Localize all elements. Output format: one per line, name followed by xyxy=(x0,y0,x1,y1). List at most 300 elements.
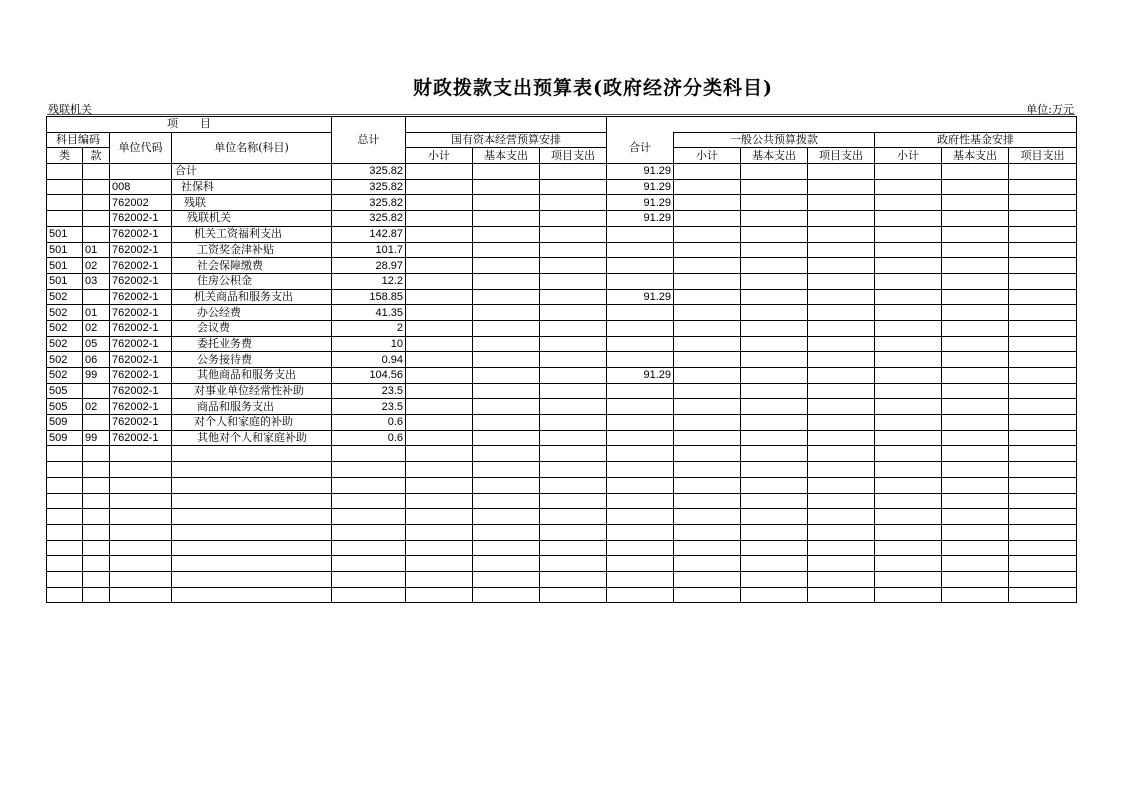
header-general-project: 项目支出 xyxy=(808,148,875,164)
empty-cell xyxy=(47,446,83,462)
state-xiaoji-cell xyxy=(406,211,473,227)
fund-xiaoji-cell xyxy=(875,383,942,399)
fund-xiaoji-cell xyxy=(875,258,942,274)
empty-cell xyxy=(875,524,942,540)
state-project-cell xyxy=(540,258,607,274)
empty-cell xyxy=(172,571,332,587)
total-cell: 41.35 xyxy=(332,305,406,321)
total-cell: 325.82 xyxy=(332,195,406,211)
general-project-cell xyxy=(808,179,875,195)
state-project-cell xyxy=(540,179,607,195)
empty-cell xyxy=(808,446,875,462)
subtotal-cell xyxy=(607,226,674,242)
empty-cell xyxy=(172,587,332,603)
empty-cell xyxy=(332,524,406,540)
general-xiaoji-cell xyxy=(674,289,741,305)
total-cell: 10 xyxy=(332,336,406,352)
total-cell: 23.5 xyxy=(332,399,406,415)
empty-cell xyxy=(83,446,110,462)
class-cell xyxy=(47,211,83,227)
unit-name-cell: 合计 xyxy=(172,164,332,180)
empty-cell xyxy=(942,556,1009,572)
empty-cell xyxy=(674,509,741,525)
table-row xyxy=(47,336,1077,352)
class-cell xyxy=(47,164,83,180)
empty-cell xyxy=(406,493,473,509)
unit-code-cell: 762002-1 xyxy=(110,289,172,305)
empty-cell xyxy=(674,571,741,587)
state-project-cell xyxy=(540,336,607,352)
general-basic-cell xyxy=(741,415,808,431)
empty-cell xyxy=(110,540,172,556)
class-cell: 502 xyxy=(47,320,83,336)
subtotal-cell xyxy=(607,320,674,336)
general-xiaoji-cell xyxy=(674,211,741,227)
empty-cell xyxy=(808,540,875,556)
empty-cell xyxy=(942,462,1009,478)
fund-project-cell xyxy=(1009,336,1077,352)
fund-xiaoji-cell xyxy=(875,399,942,415)
state-project-cell xyxy=(540,430,607,446)
empty-cell xyxy=(47,477,83,493)
empty-cell xyxy=(607,493,674,509)
empty-cell xyxy=(674,524,741,540)
table-row xyxy=(47,320,1077,336)
empty-cell xyxy=(172,493,332,509)
class-cell xyxy=(47,179,83,195)
state-xiaoji-cell xyxy=(406,415,473,431)
total-cell: 325.82 xyxy=(332,164,406,180)
empty-cell xyxy=(875,446,942,462)
class-cell: 502 xyxy=(47,336,83,352)
header-general-xiaoji: 小计 xyxy=(674,148,741,164)
subtotal-cell: 91.29 xyxy=(607,179,674,195)
unit-code-cell: 762002-1 xyxy=(110,226,172,242)
empty-cell xyxy=(1009,446,1077,462)
subtotal-cell xyxy=(607,258,674,274)
subtotal-cell: 91.29 xyxy=(607,211,674,227)
class-cell: 502 xyxy=(47,305,83,321)
empty-cell xyxy=(110,587,172,603)
section-cell: 03 xyxy=(83,273,110,289)
empty-cell xyxy=(741,446,808,462)
empty-cell xyxy=(674,540,741,556)
unit-code-cell: 762002-1 xyxy=(110,430,172,446)
subtotal-cell: 91.29 xyxy=(607,195,674,211)
fund-basic-cell xyxy=(942,368,1009,384)
empty-cell xyxy=(406,571,473,587)
fund-basic-cell xyxy=(942,415,1009,431)
empty-row xyxy=(47,462,1077,478)
general-project-cell xyxy=(808,289,875,305)
state-xiaoji-cell xyxy=(406,273,473,289)
empty-cell xyxy=(332,462,406,478)
header-unit-name: 单位名称(科目) xyxy=(172,132,332,163)
empty-cell xyxy=(741,493,808,509)
unit-code-cell: 762002-1 xyxy=(110,242,172,258)
fund-project-cell xyxy=(1009,179,1077,195)
state-basic-cell xyxy=(473,258,540,274)
empty-cell xyxy=(110,493,172,509)
unit-name-cell: 其他对个人和家庭补助 xyxy=(172,430,332,446)
state-basic-cell xyxy=(473,289,540,305)
empty-cell xyxy=(1009,571,1077,587)
state-basic-cell xyxy=(473,242,540,258)
empty-cell xyxy=(540,587,607,603)
fund-project-cell xyxy=(1009,195,1077,211)
general-basic-cell xyxy=(741,179,808,195)
general-basic-cell xyxy=(741,273,808,289)
unit-code-cell: 762002-1 xyxy=(110,258,172,274)
class-cell: 501 xyxy=(47,242,83,258)
page-title: 财政拨款支出预算表(政府经济分类科目) xyxy=(413,77,773,99)
unit-name-cell: 商品和服务支出 xyxy=(172,399,332,415)
fund-basic-cell xyxy=(942,430,1009,446)
fund-basic-cell xyxy=(942,242,1009,258)
empty-cell xyxy=(332,477,406,493)
header-state-xiaoji: 小计 xyxy=(406,148,473,164)
general-basic-cell xyxy=(741,195,808,211)
header-general-basic: 基本支出 xyxy=(741,148,808,164)
general-xiaoji-cell xyxy=(674,226,741,242)
empty-cell xyxy=(473,524,540,540)
empty-cell xyxy=(607,540,674,556)
empty-cell xyxy=(110,446,172,462)
state-basic-cell xyxy=(473,179,540,195)
state-project-cell xyxy=(540,195,607,211)
section-cell xyxy=(83,289,110,305)
empty-cell xyxy=(47,524,83,540)
unit-code-cell: 762002-1 xyxy=(110,383,172,399)
total-cell: 325.82 xyxy=(332,179,406,195)
fund-xiaoji-cell xyxy=(875,273,942,289)
state-xiaoji-cell xyxy=(406,399,473,415)
total-cell: 2 xyxy=(332,320,406,336)
fund-xiaoji-cell xyxy=(875,336,942,352)
state-basic-cell xyxy=(473,430,540,446)
state-project-cell xyxy=(540,164,607,180)
state-project-cell xyxy=(540,211,607,227)
empty-cell xyxy=(406,446,473,462)
state-project-cell xyxy=(540,273,607,289)
empty-cell xyxy=(1009,524,1077,540)
general-basic-cell xyxy=(741,289,808,305)
table-row xyxy=(47,226,1077,242)
empty-cell xyxy=(741,524,808,540)
empty-cell xyxy=(875,493,942,509)
unit-code-cell xyxy=(110,164,172,180)
general-basic-cell xyxy=(741,164,808,180)
class-cell: 502 xyxy=(47,289,83,305)
general-xiaoji-cell xyxy=(674,258,741,274)
header-state-capital: 国有资本经营预算安排 xyxy=(406,132,607,148)
empty-cell xyxy=(332,509,406,525)
empty-cell xyxy=(741,556,808,572)
empty-cell xyxy=(607,446,674,462)
general-project-cell xyxy=(808,430,875,446)
state-basic-cell xyxy=(473,195,540,211)
class-cell: 501 xyxy=(47,226,83,242)
empty-cell xyxy=(332,587,406,603)
empty-cell xyxy=(47,540,83,556)
class-cell: 501 xyxy=(47,258,83,274)
empty-cell xyxy=(540,477,607,493)
fund-project-cell xyxy=(1009,415,1077,431)
empty-cell xyxy=(607,477,674,493)
subtotal-cell xyxy=(607,415,674,431)
total-cell: 28.97 xyxy=(332,258,406,274)
empty-cell xyxy=(741,540,808,556)
section-cell: 02 xyxy=(83,399,110,415)
header-subtotal: 合计 xyxy=(607,132,674,163)
fund-project-cell xyxy=(1009,399,1077,415)
total-cell: 23.5 xyxy=(332,383,406,399)
empty-row xyxy=(47,540,1077,556)
empty-cell xyxy=(741,462,808,478)
fund-project-cell xyxy=(1009,258,1077,274)
header-general-public: 一般公共预算拨款 xyxy=(674,132,875,148)
state-project-cell xyxy=(540,289,607,305)
general-xiaoji-cell xyxy=(674,179,741,195)
header-section: 款 xyxy=(83,148,110,164)
fund-project-cell xyxy=(1009,320,1077,336)
unit-code-cell: 762002-1 xyxy=(110,352,172,368)
section-cell xyxy=(83,164,110,180)
empty-cell xyxy=(172,540,332,556)
section-cell xyxy=(83,195,110,211)
table-row xyxy=(47,242,1077,258)
empty-row xyxy=(47,446,1077,462)
subtotal-cell xyxy=(607,352,674,368)
empty-cell xyxy=(540,556,607,572)
general-basic-cell xyxy=(741,430,808,446)
empty-cell xyxy=(473,571,540,587)
empty-cell xyxy=(540,493,607,509)
fund-xiaoji-cell xyxy=(875,195,942,211)
empty-cell xyxy=(172,446,332,462)
unit-code-cell: 762002-1 xyxy=(110,211,172,227)
general-xiaoji-cell xyxy=(674,164,741,180)
empty-cell xyxy=(808,556,875,572)
general-project-cell xyxy=(808,226,875,242)
empty-cell xyxy=(741,571,808,587)
empty-cell xyxy=(540,524,607,540)
state-basic-cell xyxy=(473,399,540,415)
empty-cell xyxy=(332,556,406,572)
empty-cell xyxy=(172,477,332,493)
empty-cell xyxy=(332,571,406,587)
header-row-2 xyxy=(47,132,1077,148)
state-xiaoji-cell xyxy=(406,179,473,195)
empty-cell xyxy=(942,477,1009,493)
general-basic-cell xyxy=(741,399,808,415)
section-cell: 99 xyxy=(83,368,110,384)
empty-cell xyxy=(741,477,808,493)
general-project-cell xyxy=(808,305,875,321)
fund-xiaoji-cell xyxy=(875,368,942,384)
header-state-basic: 基本支出 xyxy=(473,148,540,164)
section-cell xyxy=(83,226,110,242)
state-xiaoji-cell xyxy=(406,320,473,336)
fund-xiaoji-cell xyxy=(875,242,942,258)
empty-cell xyxy=(47,509,83,525)
fund-xiaoji-cell xyxy=(875,430,942,446)
unit-code-cell: 008 xyxy=(110,179,172,195)
general-basic-cell xyxy=(741,242,808,258)
empty-cell xyxy=(674,587,741,603)
general-xiaoji-cell xyxy=(674,415,741,431)
empty-cell xyxy=(47,493,83,509)
empty-cell xyxy=(607,571,674,587)
empty-cell xyxy=(741,509,808,525)
fund-project-cell xyxy=(1009,226,1077,242)
total-cell: 0.6 xyxy=(332,415,406,431)
state-basic-cell xyxy=(473,273,540,289)
state-project-cell xyxy=(540,320,607,336)
empty-cell xyxy=(942,540,1009,556)
empty-cell xyxy=(332,493,406,509)
section-cell: 06 xyxy=(83,352,110,368)
state-project-cell xyxy=(540,383,607,399)
subtotal-cell xyxy=(607,336,674,352)
total-cell: 0.6 xyxy=(332,430,406,446)
general-project-cell xyxy=(808,242,875,258)
section-cell: 05 xyxy=(83,336,110,352)
state-xiaoji-cell xyxy=(406,383,473,399)
empty-cell xyxy=(607,509,674,525)
fund-basic-cell xyxy=(942,383,1009,399)
state-basic-cell xyxy=(473,226,540,242)
unit-name-cell: 委托业务费 xyxy=(172,336,332,352)
empty-cell xyxy=(875,540,942,556)
class-cell: 505 xyxy=(47,383,83,399)
empty-row xyxy=(47,477,1077,493)
empty-cell xyxy=(1009,556,1077,572)
state-xiaoji-cell xyxy=(406,164,473,180)
empty-cell xyxy=(172,509,332,525)
fund-xiaoji-cell xyxy=(875,226,942,242)
empty-cell xyxy=(406,540,473,556)
general-xiaoji-cell xyxy=(674,368,741,384)
header-project: 项 目 xyxy=(47,117,332,133)
empty-cell xyxy=(83,493,110,509)
unit-name-cell: 公务接待费 xyxy=(172,352,332,368)
empty-cell xyxy=(607,556,674,572)
empty-row xyxy=(47,556,1077,572)
table-row xyxy=(47,258,1077,274)
table-row xyxy=(47,368,1077,384)
section-cell xyxy=(83,383,110,399)
fund-basic-cell xyxy=(942,164,1009,180)
header-row-1 xyxy=(47,117,1077,133)
table-row xyxy=(47,383,1077,399)
empty-cell xyxy=(110,509,172,525)
empty-row xyxy=(47,587,1077,603)
state-basic-cell xyxy=(473,415,540,431)
general-xiaoji-cell xyxy=(674,383,741,399)
empty-cell xyxy=(674,462,741,478)
empty-cell xyxy=(1009,587,1077,603)
unit-name-cell: 机关商品和服务支出 xyxy=(172,289,332,305)
empty-cell xyxy=(875,571,942,587)
unit-name-cell: 社会保障缴费 xyxy=(172,258,332,274)
fund-basic-cell xyxy=(942,211,1009,227)
general-project-cell xyxy=(808,164,875,180)
total-cell: 101.7 xyxy=(332,242,406,258)
class-cell: 501 xyxy=(47,273,83,289)
state-project-cell xyxy=(540,352,607,368)
fund-basic-cell xyxy=(942,352,1009,368)
empty-cell xyxy=(473,587,540,603)
empty-cell xyxy=(47,462,83,478)
empty-cell xyxy=(1009,509,1077,525)
empty-cell xyxy=(110,571,172,587)
empty-cell xyxy=(47,556,83,572)
general-xiaoji-cell xyxy=(674,430,741,446)
header-total: 总计 xyxy=(332,117,406,164)
empty-cell xyxy=(172,462,332,478)
empty-cell xyxy=(406,587,473,603)
empty-cell xyxy=(473,493,540,509)
top-rule xyxy=(47,114,1075,115)
subtotal-cell xyxy=(607,430,674,446)
empty-cell xyxy=(875,587,942,603)
empty-cell xyxy=(172,524,332,540)
empty-cell xyxy=(875,462,942,478)
general-basic-cell xyxy=(741,352,808,368)
unit-code-cell: 762002-1 xyxy=(110,320,172,336)
state-basic-cell xyxy=(473,352,540,368)
table-body xyxy=(47,117,1077,603)
general-xiaoji-cell xyxy=(674,195,741,211)
fund-project-cell xyxy=(1009,289,1077,305)
empty-row xyxy=(47,493,1077,509)
empty-cell xyxy=(47,571,83,587)
section-cell: 01 xyxy=(83,242,110,258)
state-xiaoji-cell xyxy=(406,336,473,352)
general-project-cell xyxy=(808,258,875,274)
empty-cell xyxy=(741,587,808,603)
table-row xyxy=(47,179,1077,195)
fund-basic-cell xyxy=(942,336,1009,352)
unit-label: 单位:万元 xyxy=(1026,103,1074,116)
org-name: 残联机关 xyxy=(48,103,92,116)
class-cell: 502 xyxy=(47,352,83,368)
general-basic-cell xyxy=(741,226,808,242)
state-xiaoji-cell xyxy=(406,289,473,305)
general-basic-cell xyxy=(741,258,808,274)
fund-project-cell xyxy=(1009,430,1077,446)
general-project-cell xyxy=(808,320,875,336)
header-gov-fund: 政府性基金安排 xyxy=(875,132,1077,148)
empty-cell xyxy=(1009,493,1077,509)
subtotal-cell: 91.29 xyxy=(607,164,674,180)
empty-cell xyxy=(406,556,473,572)
table-row xyxy=(47,415,1077,431)
empty-cell xyxy=(942,446,1009,462)
general-project-cell xyxy=(808,352,875,368)
state-basic-cell xyxy=(473,305,540,321)
unit-name-cell: 会议费 xyxy=(172,320,332,336)
table-row xyxy=(47,211,1077,227)
empty-cell xyxy=(473,540,540,556)
empty-cell xyxy=(875,509,942,525)
fund-basic-cell xyxy=(942,258,1009,274)
section-cell: 02 xyxy=(83,320,110,336)
state-basic-cell xyxy=(473,164,540,180)
state-project-cell xyxy=(540,368,607,384)
state-xiaoji-cell xyxy=(406,226,473,242)
